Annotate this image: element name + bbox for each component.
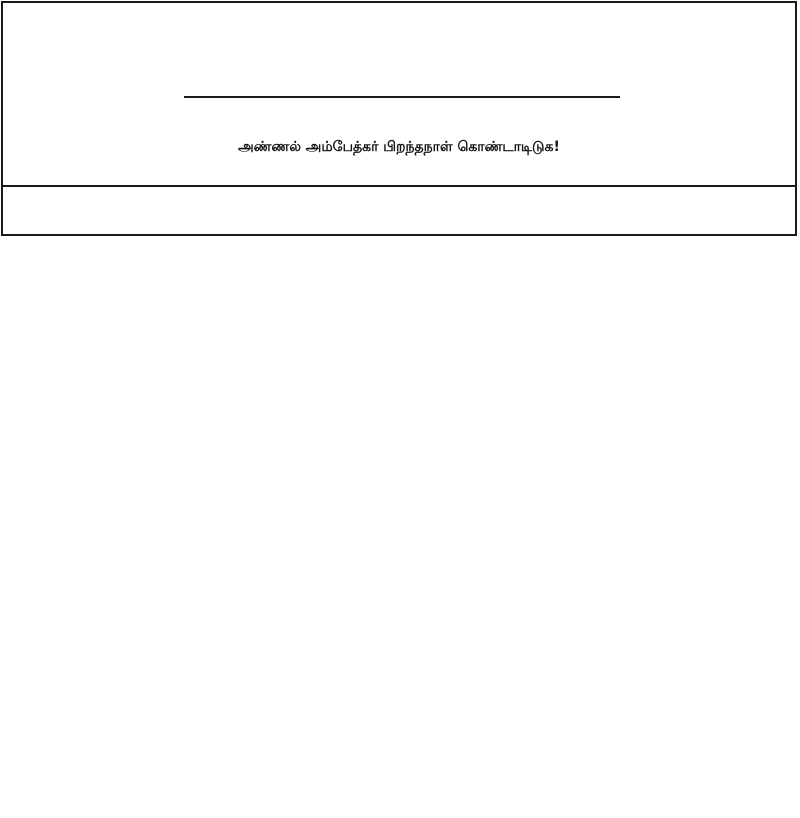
footer-organization: [578, 760, 778, 779]
body-line: [20, 436, 782, 459]
pledge-line: [52, 617, 778, 639]
pledge-line: [52, 504, 778, 526]
body-line: [20, 277, 782, 300]
pledge-line: [52, 526, 778, 548]
pledge-line: [52, 594, 778, 616]
pledge-heading: [230, 458, 570, 480]
pledge-line: [52, 481, 778, 503]
page-title: அண்ணல் அம்பேத்கர் பிறந்தநாள் கொண்டாடிடுக!: [238, 139, 560, 155]
pledge-line: [52, 707, 778, 729]
pledge-line: [52, 639, 778, 661]
footer-party: [578, 780, 778, 799]
pledge-line: [52, 549, 778, 571]
pledge-line: [52, 684, 778, 706]
body-line: [20, 255, 782, 278]
footer-place: [50, 760, 250, 779]
header-divider: [1, 185, 797, 187]
body-line: [20, 413, 782, 436]
footer-city: [50, 780, 250, 799]
footer-date: [50, 799, 250, 818]
announcement-heading: [100, 190, 700, 234]
header-top-line: [10, 8, 788, 44]
pledge-line: [52, 662, 778, 684]
body-line: [20, 391, 782, 414]
subtitle-underline: [184, 96, 620, 98]
header-subtitle: [178, 58, 622, 94]
body-line: [20, 323, 782, 346]
body-line: [20, 345, 782, 368]
body-line: [20, 300, 782, 323]
body-line: [20, 368, 782, 391]
body-line: [20, 232, 782, 255]
pledge-line: [52, 571, 778, 593]
pledge-line: [52, 729, 778, 751]
